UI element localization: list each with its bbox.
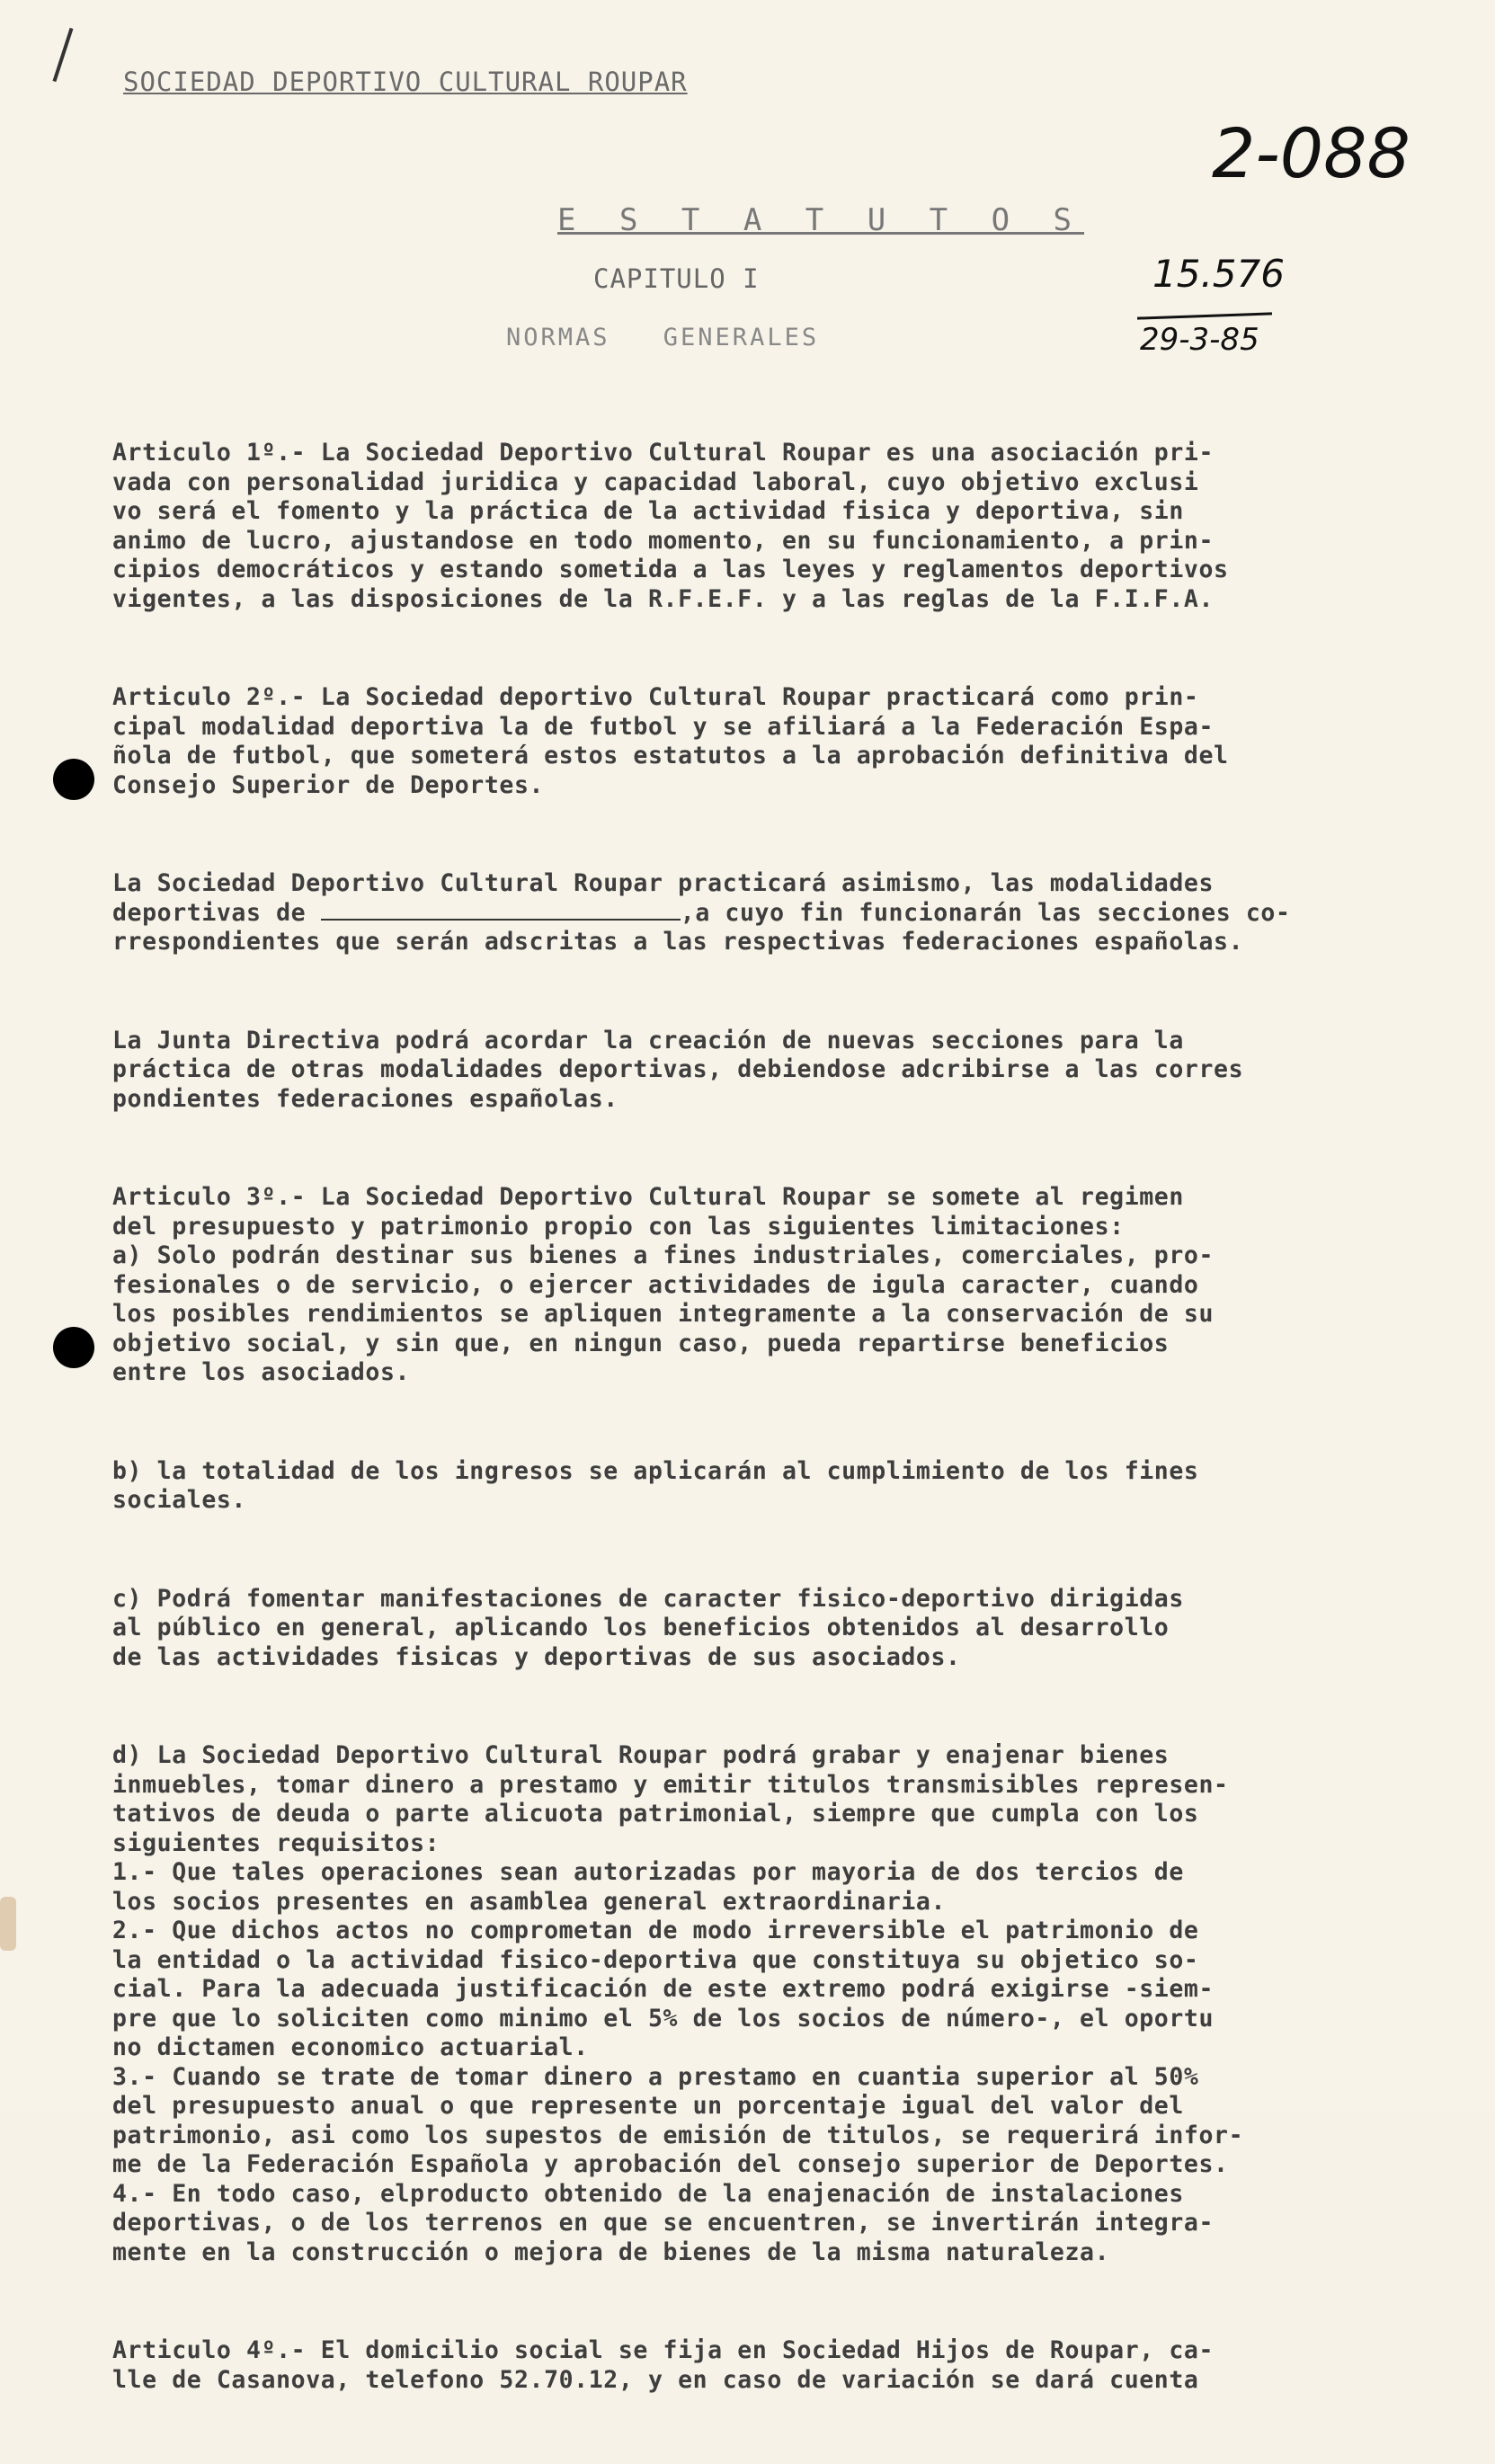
blank-field	[321, 901, 681, 921]
punch-hole	[53, 1327, 94, 1368]
article-4: Articulo 4º.- El domicilio social se fija en Sociedad Hijos de Roupar, ca- lle de Casanova, telefono 52.70.12, y en caso de variación se dará cuenta	[112, 2336, 1215, 2394]
society-header: SOCIEDAD DEPORTIVO CULTURAL ROUPAR	[123, 67, 688, 97]
document-title: E S T A T U T O S	[557, 202, 1084, 238]
article-3: Articulo 3º.- La Sociedad Deportivo Cultural Roupar se somete al regimen del presupuesto y patrimonio propio con las siguientes limitaciones: a) Solo podrán destinar sus bienes a fines industriales, comerciales, pro- fesionales o de servicio, o ejercer actividades de igula caracter, cuando los posibles rendimientos se apliquen integramente a la conservación de su objetivo social, y sin que, en ningun caso, pueda repartirse beneficios entre los asociados.	[112, 1183, 1215, 1386]
junta-paragraph: La Junta Directiva podrá acordar la creación de nuevas secciones para la práctica de otras modalidades deportivas, debiendose adcribirse a las corres pondientes federaciones españolas.	[112, 1026, 1244, 1113]
handwritten-rule	[1137, 312, 1272, 319]
handwritten-date: 29-3-85	[1140, 322, 1259, 358]
article-3-d: d) La Sociedad Deportivo Cultural Roupar podrá grabar y enajenar bienes inmuebles, tomar dinero a prestamo y emitir titulos transmisibles represen- tativos de deuda o parte alicuota patrimonial, siempre que cumpla con los siguientes requisitos: 1.- Que tales operaciones sean autorizadas por mayoria de dos tercios de los socios presentes en asamblea general extraordinaria. 2.- Que dichos actos no comprometan de modo irreversible el patrimonio de la entidad o la actividad fisico-deportiva que constituya su objetico so- cial. Para la adecuada justificación de este extremo podrá exigirse -siem- pre que lo soliciten como minimo el 5% de los socios de número-, el oportu no dictamen economico actuarial. 3.- Cuando se trate de tomar dinero a prestamo en cuantia superior al 50% del presupuesto anual o que represente un porcentaje igual del valor del patrimonio, asi como los supestos de emisión de titulos, se requerirá infor- me de la Federación Española y aprobación del consejo superior de Deportes. 4.- En todo caso, elproducto obtenido de la enajenación de instalaciones deportivas, o de los terrenos en que se encuentren, se invertirán integra- mente en la construcción o mejora de bienes de la misma naturaleza.	[112, 1741, 1244, 2266]
article-3-c: c) Podrá fomentar manifestaciones de caracter fisico-deportivo dirigidas al público en general, aplicando los beneficios obtenidos al desarrollo de las actividades fisicas y deportivas de sus asociados.	[112, 1584, 1184, 1671]
section-heading: NORMAS GENERALES	[506, 324, 820, 351]
document-body	[112, 380, 1465, 2464]
article-2: Articulo 2º.- La Sociedad deportivo Cultural Roupar practicará como prin- cipal modalidad deportiva la de futbol y se afiliará a la Federación Espa- ñola de futbol, que someterá estos estatutos a la aprobación definitiva del Consejo Superior de Deportes.	[112, 683, 1229, 799]
article-1: Articulo 1º.- La Sociedad Deportivo Cultural Roupar es una asociación pri- vada con personalidad juridica y capacidad laboral, cuyo objetivo exclusi vo será el fomento y la práctica de la actividad fisica y deportiva, sin animo de lucro, ajustandose en todo momento, en su funcionamiento, a prin- cipios democráticos y estando sometida a las leyes y reglamentos deportivos vigentes, a las disposiciones de la R.F.E.F. y a las reglas de la F.I.F.A.	[112, 439, 1229, 613]
pen-mark	[53, 28, 74, 82]
sections-paragraph	[112, 869, 1465, 957]
handwritten-registration: 15.576	[1152, 252, 1285, 296]
paper-stain	[0, 1897, 16, 1951]
handwritten-number: 2-088	[1212, 113, 1410, 193]
chapter-heading: CAPITULO I	[593, 263, 760, 294]
sections-text-before: La Sociedad Deportivo Cultural Roupar practicará asimismo, las modalidades deportivas de	[112, 869, 1215, 927]
article-3-b: b) la totalidad de los ingresos se aplicarán al cumplimiento de los fines sociales.	[112, 1456, 1199, 1514]
punch-hole	[53, 759, 94, 800]
sections-text-after: ,a cuyo fin funcionarán las secciones co- rrespondientes que serán adscritas a las respectivas federaciones españolas.	[112, 898, 1291, 956]
